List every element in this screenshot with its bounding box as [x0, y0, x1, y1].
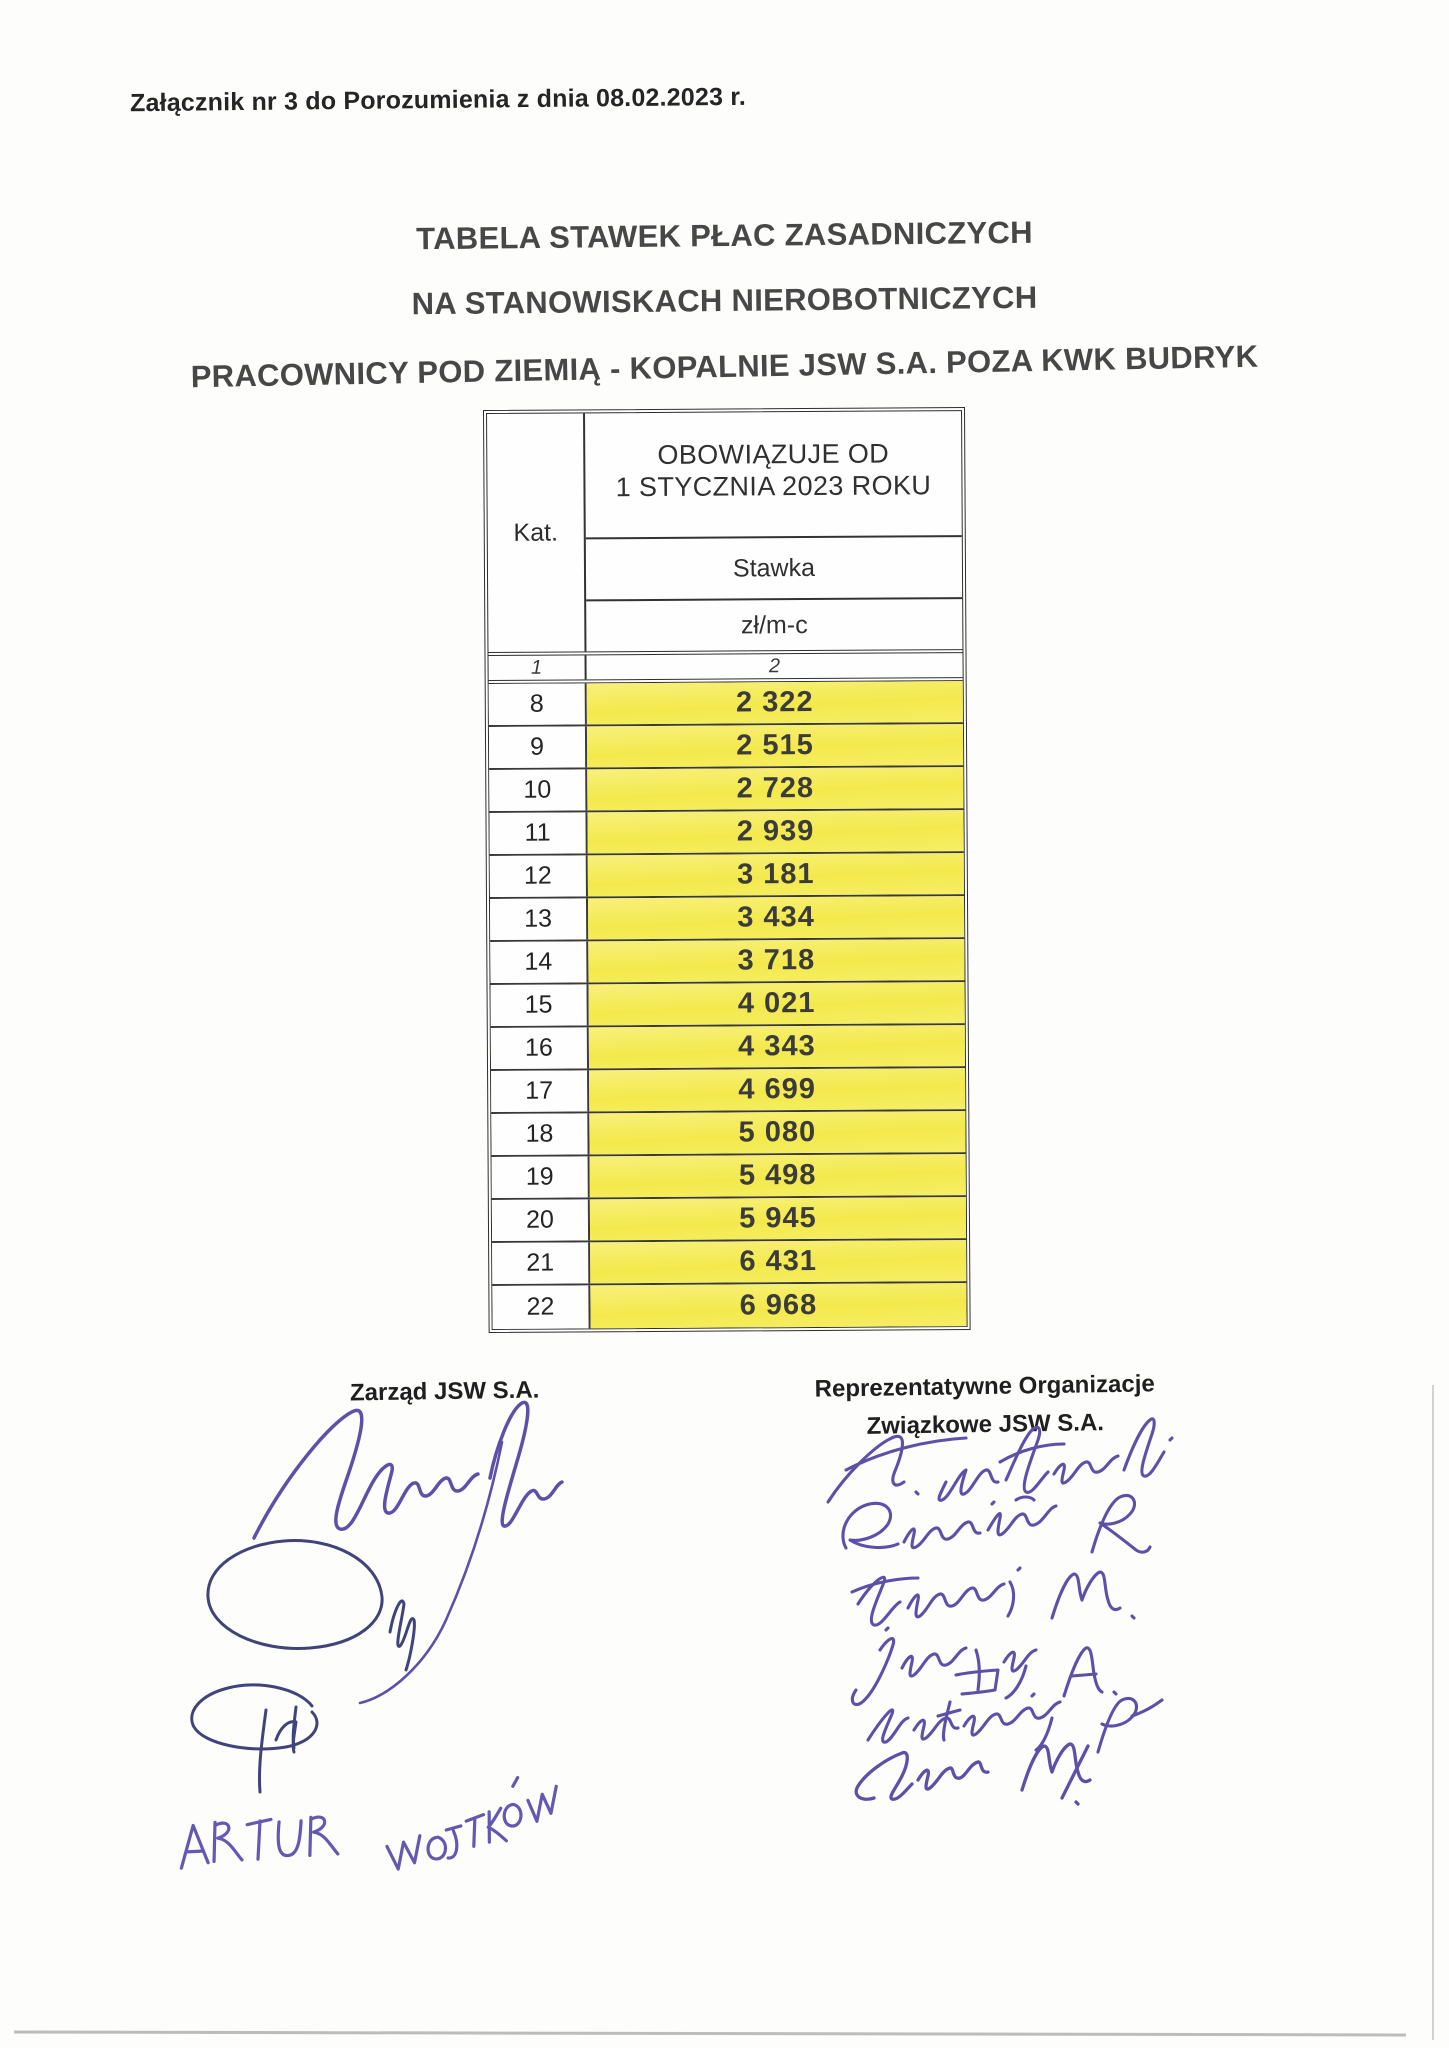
- kat-cell: 12: [490, 855, 588, 897]
- column-index-1: 1: [489, 655, 587, 680]
- table-row: [489, 810, 963, 856]
- stawka-cell: 5 080: [589, 1111, 965, 1154]
- stawka-cell: 5 945: [590, 1197, 966, 1240]
- kat-cell: 21: [492, 1242, 590, 1284]
- stawka-cell: 4 343: [589, 1025, 965, 1068]
- kat-cell: 9: [489, 726, 587, 768]
- stawka-cell: 6 431: [590, 1240, 966, 1283]
- stawka-cell: 4 699: [589, 1068, 965, 1111]
- signature-union-2: [843, 1495, 1150, 1552]
- scan-artifact-right-edge-line: [1432, 1385, 1434, 2040]
- signature-union-4: [852, 1628, 1116, 1705]
- table-row: [491, 1068, 965, 1114]
- signature-right-heading-line1: Reprezentatywne Organizacje: [814, 1370, 1155, 1403]
- effective-date-line2: 1 STYCZNIA 2023 ROKU: [615, 470, 932, 503]
- stawka-cell: 3 181: [588, 853, 964, 896]
- stawka-cell: 3 718: [588, 939, 964, 982]
- table-header: [487, 411, 962, 652]
- kat-cell: 15: [491, 984, 589, 1026]
- table-row: [492, 1283, 966, 1329]
- kat-cell: 19: [492, 1156, 590, 1198]
- title-line-3: PRACOWNICY POD ZIEMIĄ - KOPALNIE JSW S.A. POZA KWK BUDRYK: [190, 338, 1259, 395]
- table-row: [492, 1197, 966, 1243]
- signature-union-5: [868, 1694, 1162, 1752]
- table-row: [490, 939, 964, 985]
- stawka-header: Stawka: [586, 537, 962, 601]
- rates-table: [483, 407, 971, 1333]
- kat-cell: 20: [492, 1199, 590, 1241]
- scan-artifact-bottom-line: [14, 2031, 1406, 2037]
- title-line-1: TABELA STAWEK PŁAC ZASADNICZYCH: [416, 214, 1033, 257]
- signature-artur-wojtkow: [179, 1772, 565, 1870]
- stawka-cell: 2 728: [587, 767, 963, 810]
- stawka-cell: 2 322: [587, 681, 963, 724]
- signature-union-3: [852, 1568, 1134, 1625]
- effective-date-line1: OBOWIĄZUJE OD: [657, 438, 890, 470]
- kat-header-cell: Kat.: [487, 413, 586, 652]
- table-row: [491, 1025, 965, 1071]
- signature-union-6: [856, 1744, 1090, 1804]
- kat-cell: 16: [491, 1027, 589, 1069]
- signature-zarzad-oval-initials: [192, 1685, 317, 1792]
- stawka-cell: 2 515: [587, 724, 963, 767]
- kat-cell: 13: [490, 898, 588, 940]
- column-index-row: [488, 649, 962, 684]
- unit-header: zł/m-c: [740, 610, 808, 639]
- table-row: [490, 853, 964, 899]
- effective-date-header: [585, 411, 962, 539]
- signature-right-heading-line2: Związkowe JSW S.A.: [866, 1409, 1105, 1440]
- table-row: [489, 767, 963, 813]
- table-row: [491, 1111, 965, 1157]
- column-index-2: 2: [768, 654, 781, 677]
- stawka-cell: 4 021: [589, 982, 965, 1025]
- table-row: [492, 1154, 966, 1200]
- table-row: [490, 896, 964, 942]
- stawka-cell: 2 939: [587, 810, 963, 853]
- signature-left-heading: Zarząd JSW S.A.: [349, 1376, 540, 1407]
- stawka-cell: 3 434: [588, 896, 964, 939]
- kat-cell: 17: [491, 1070, 589, 1112]
- table-row: [489, 724, 963, 770]
- signature-zarzad-oval-flourish: [208, 1541, 414, 1670]
- kat-cell: 10: [489, 769, 587, 811]
- table-row: [492, 1240, 966, 1286]
- kat-cell: 14: [490, 941, 588, 983]
- stawka-cell: 5 498: [590, 1154, 966, 1197]
- signature-zarzad-main: [254, 1402, 562, 1703]
- kat-cell: 11: [489, 812, 587, 854]
- attachment-note: Załącznik nr 3 do Porozumienia z dnia 08.02.2023 r.: [129, 82, 747, 118]
- kat-cell: 18: [491, 1113, 589, 1155]
- table-row: [489, 681, 963, 727]
- table-body: [489, 681, 967, 1329]
- signature-right-heading: [809, 1365, 1160, 1446]
- kat-cell: 8: [489, 683, 587, 725]
- table-row: [491, 982, 965, 1028]
- title-line-2: NA STANOWISKACH NIEROBOTNICZYCH: [411, 279, 1038, 322]
- stawka-cell: 6 968: [590, 1283, 966, 1328]
- kat-cell: 22: [492, 1285, 590, 1329]
